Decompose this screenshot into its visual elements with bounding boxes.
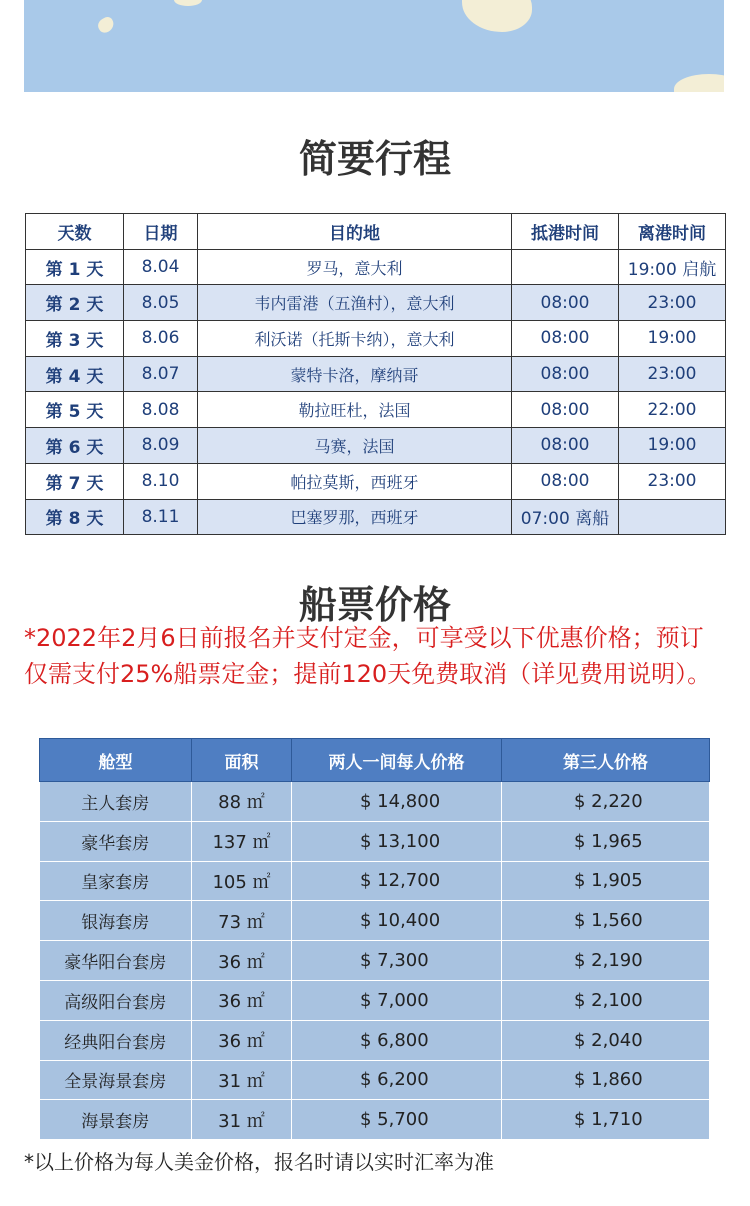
price-cabin: 皇家套房 (40, 861, 192, 901)
itinerary-day: 第 1 天 (26, 249, 124, 285)
itinerary-destination: 罗马，意大利 (198, 249, 512, 285)
itinerary-row (26, 463, 726, 499)
itinerary-date: 8.08 (124, 392, 198, 428)
price-cabin: 全景海景套房 (40, 1060, 192, 1100)
itinerary-date: 8.10 (124, 463, 198, 499)
price-twin: $ 10,400 (292, 901, 502, 941)
itinerary-arrival: 08:00 (512, 428, 619, 464)
itinerary-row (26, 428, 726, 464)
promo-notice: *2022年2月6日前报名并支付定金，可享受以下优惠价格；预订仅需支付25%船票定金；提前120天免费取消（详见费用说明）。 (24, 624, 712, 688)
itinerary-departure: 23:00 (619, 463, 726, 499)
price-third: $ 2,100 (502, 980, 710, 1020)
price-twin: $ 6,800 (292, 1020, 502, 1060)
itinerary-destination: 韦内雷港（五渔村），意大利 (198, 285, 512, 321)
price-header-cabin: 舱型 (40, 739, 192, 782)
map-island (96, 15, 117, 35)
price-twin: $ 6,200 (292, 1060, 502, 1100)
price-row (40, 941, 710, 981)
itinerary-header-departure: 离港时间 (619, 214, 726, 250)
price-cabin: 银海套房 (40, 901, 192, 941)
price-cabin: 海景套房 (40, 1100, 192, 1140)
itinerary-title: 简要行程 (298, 137, 451, 181)
price-row (40, 861, 710, 901)
itinerary-day: 第 5 天 (26, 392, 124, 428)
itinerary-arrival: 08:00 (512, 463, 619, 499)
itinerary-arrival: 08:00 (512, 285, 619, 321)
price-third: $ 1,905 (502, 861, 710, 901)
price-area: 105 ㎡ (192, 861, 292, 901)
itinerary-departure (619, 499, 726, 535)
price-row (40, 782, 710, 822)
itinerary-row (26, 249, 726, 285)
itinerary-date: 8.09 (124, 428, 198, 464)
itinerary-row (26, 356, 726, 392)
itinerary-header-destination: 目的地 (198, 214, 512, 250)
price-area: 36 ㎡ (192, 941, 292, 981)
itinerary-row (26, 285, 726, 321)
itinerary-header-arrival: 抵港时间 (512, 214, 619, 250)
itinerary-header-date: 日期 (124, 214, 198, 250)
itinerary-arrival: 08:00 (512, 356, 619, 392)
itinerary-date: 8.04 (124, 249, 198, 285)
price-row (40, 1100, 710, 1140)
itinerary-row (26, 321, 726, 357)
price-third: $ 1,965 (502, 821, 710, 861)
itinerary-arrival: 07:00 离船 (512, 499, 619, 535)
price-area: 31 ㎡ (192, 1060, 292, 1100)
itinerary-destination: 帕拉莫斯，西班牙 (198, 463, 512, 499)
pricing-title: 船票价格 (298, 583, 451, 627)
price-table (39, 738, 710, 1140)
map-landmass (674, 74, 724, 92)
itinerary-day: 第 3 天 (26, 321, 124, 357)
price-third: $ 1,560 (502, 901, 710, 941)
itinerary-date: 8.07 (124, 356, 198, 392)
itinerary-date: 8.05 (124, 285, 198, 321)
itinerary-header-row (26, 214, 726, 250)
itinerary-row (26, 499, 726, 535)
price-row (40, 821, 710, 861)
itinerary-day: 第 8 天 (26, 499, 124, 535)
itinerary-departure: 23:00 (619, 285, 726, 321)
itinerary-destination: 利沃诺（托斯卡纳），意大利 (198, 321, 512, 357)
price-area: 31 ㎡ (192, 1100, 292, 1140)
itinerary-destination: 蒙特卡洛，摩纳哥 (198, 356, 512, 392)
itinerary-day: 第 2 天 (26, 285, 124, 321)
price-area: 36 ㎡ (192, 1020, 292, 1060)
price-third: $ 2,190 (502, 941, 710, 981)
itinerary-header-day: 天数 (26, 214, 124, 250)
price-header-area: 面积 (192, 739, 292, 782)
itinerary-departure: 22:00 (619, 392, 726, 428)
price-third: $ 2,220 (502, 782, 710, 822)
price-third: $ 1,860 (502, 1060, 710, 1100)
price-cabin: 主人套房 (40, 782, 192, 822)
map-image (24, 0, 724, 92)
price-row (40, 1060, 710, 1100)
price-header-row (40, 739, 710, 782)
price-row (40, 1020, 710, 1060)
price-third: $ 2,040 (502, 1020, 710, 1060)
itinerary-departure: 19:00 启航 (619, 249, 726, 285)
map-landmass (462, 0, 532, 32)
itinerary-arrival: 08:00 (512, 321, 619, 357)
itinerary-departure: 19:00 (619, 428, 726, 464)
price-twin: $ 7,300 (292, 941, 502, 981)
itinerary-arrival: 08:00 (512, 392, 619, 428)
itinerary-date: 8.11 (124, 499, 198, 535)
price-header-twin: 两人一间每人价格 (292, 739, 502, 782)
itinerary-day: 第 6 天 (26, 428, 124, 464)
price-twin: $ 13,100 (292, 821, 502, 861)
price-twin: $ 12,700 (292, 861, 502, 901)
itinerary-day: 第 4 天 (26, 356, 124, 392)
price-footnote: *以上价格为每人美金价格，报名时请以实时汇率为准 (24, 1150, 494, 1174)
price-header-third: 第三人价格 (502, 739, 710, 782)
itinerary-date: 8.06 (124, 321, 198, 357)
itinerary-departure: 23:00 (619, 356, 726, 392)
itinerary-arrival (512, 249, 619, 285)
price-twin: $ 14,800 (292, 782, 502, 822)
itinerary-table (25, 213, 726, 535)
price-cabin: 经典阳台套房 (40, 1020, 192, 1060)
itinerary-row (26, 392, 726, 428)
price-twin: $ 5,700 (292, 1100, 502, 1140)
price-area: 88 ㎡ (192, 782, 292, 822)
price-third: $ 1,710 (502, 1100, 710, 1140)
price-cabin: 豪华套房 (40, 821, 192, 861)
price-area: 73 ㎡ (192, 901, 292, 941)
itinerary-destination: 马赛，法国 (198, 428, 512, 464)
price-twin: $ 7,000 (292, 980, 502, 1020)
price-cabin: 高级阳台套房 (40, 980, 192, 1020)
price-area: 36 ㎡ (192, 980, 292, 1020)
itinerary-destination: 勒拉旺杜，法国 (198, 392, 512, 428)
price-row (40, 980, 710, 1020)
itinerary-departure: 19:00 (619, 321, 726, 357)
map-island (174, 0, 202, 6)
price-row (40, 901, 710, 941)
itinerary-destination: 巴塞罗那，西班牙 (198, 499, 512, 535)
price-cabin: 豪华阳台套房 (40, 941, 192, 981)
itinerary-day: 第 7 天 (26, 463, 124, 499)
price-area: 137 ㎡ (192, 821, 292, 861)
